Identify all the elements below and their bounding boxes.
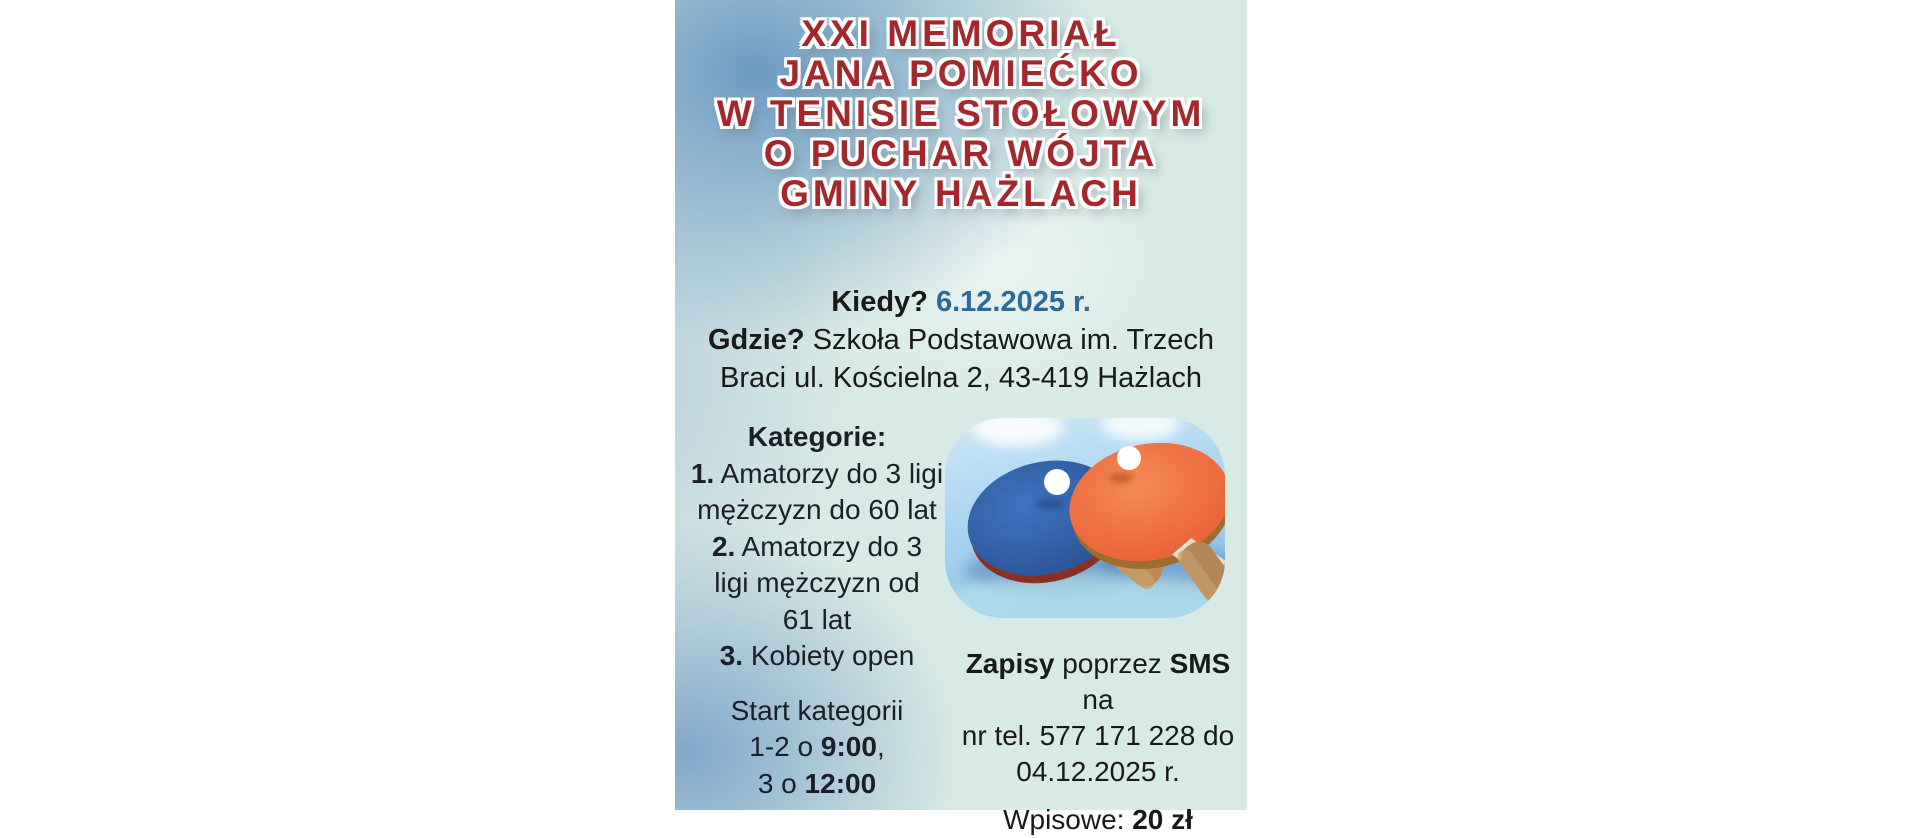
category-item-3: [679, 638, 955, 675]
venue-address: Braci ul. Kościelna 2, 43-419 Hażlach: [720, 362, 1202, 394]
when-label: Kiedy?: [831, 286, 928, 318]
venue-name: Szkoła Podstawowa im. Trzech: [812, 324, 1215, 356]
category-1-text: Amatorzy do 3 ligi: [720, 457, 944, 489]
venue-line-1: [675, 321, 1247, 359]
category-2-number: 2.: [711, 530, 736, 562]
category-2-text: Amatorzy do 3: [741, 530, 923, 562]
signup-sms: SMS: [1169, 648, 1231, 679]
categories-heading: Kategorie:: [747, 421, 887, 452]
signup-end: na: [1082, 684, 1114, 715]
start-times-heading: Start kategorii: [730, 694, 904, 726]
signup-deadline: 04.12.2025 r.: [1016, 756, 1180, 787]
category-2-text-cont: ligi mężczyzn od: [714, 567, 920, 598]
title-line-5: GMINY HAŻLACH: [780, 173, 1142, 214]
venue-line-2: [675, 359, 1247, 397]
start-times-line-3: [679, 766, 955, 803]
start-cat-1-2-time: 9:00: [820, 731, 877, 762]
signup-phone: nr tel. 577 171 228 do: [961, 720, 1235, 751]
title-line-1: XXI MEMORIAŁ: [801, 13, 1121, 54]
category-item-1-line-1: [679, 456, 955, 493]
category-item-1-line-2: [679, 492, 955, 529]
fee-value: 20 zł: [1132, 804, 1193, 835]
tournament-poster: [675, 0, 1247, 835]
paddles-image: [945, 418, 1225, 618]
poster-title: [675, 14, 1247, 214]
start-cat-3-prefix: 3 o: [757, 767, 797, 799]
start-times-line-1: [679, 693, 955, 730]
category-1-number: 1.: [690, 457, 715, 489]
signup-mid: poprzez: [1062, 648, 1162, 679]
entry-fee-line: [953, 802, 1243, 838]
signup-deadline-line: [953, 754, 1243, 790]
fee-label: Wpisowe:: [1003, 804, 1125, 835]
signup-line-1: [953, 646, 1243, 718]
start-times-line-2: [679, 729, 955, 766]
category-item-2-line-1: [679, 529, 955, 566]
category-1-text-cont: mężczyzn do 60 lat: [697, 494, 937, 525]
start-cat-3-time: 12:00: [804, 767, 877, 799]
category-3-text: Kobiety open: [750, 640, 915, 671]
signup-label: Zapisy: [965, 648, 1055, 679]
table-tennis-paddles-icon: [945, 418, 1225, 618]
title-line-4: O PUCHAR WÓJTA: [763, 133, 1159, 174]
categories-section: [679, 419, 955, 802]
start-cat-1-2-prefix: 1-2 o: [749, 731, 814, 762]
category-2-text-end: 61 lat: [782, 603, 852, 635]
signup-phone-line: [953, 718, 1243, 754]
title-line-2: JANA POMIEĆKO: [779, 53, 1143, 94]
event-date-line: [675, 283, 1247, 321]
where-label: Gdzie?: [707, 324, 805, 356]
category-3-number: 3.: [719, 640, 744, 671]
category-item-2-line-2: [679, 565, 955, 602]
event-info: [675, 283, 1247, 397]
category-item-2-line-3: [679, 602, 955, 639]
event-date: 6.12.2025 r.: [935, 286, 1091, 318]
title-line-3: W TENISIE STOŁOWYM: [716, 93, 1206, 134]
start-comma: ,: [876, 731, 885, 762]
signup-section: [953, 646, 1243, 838]
